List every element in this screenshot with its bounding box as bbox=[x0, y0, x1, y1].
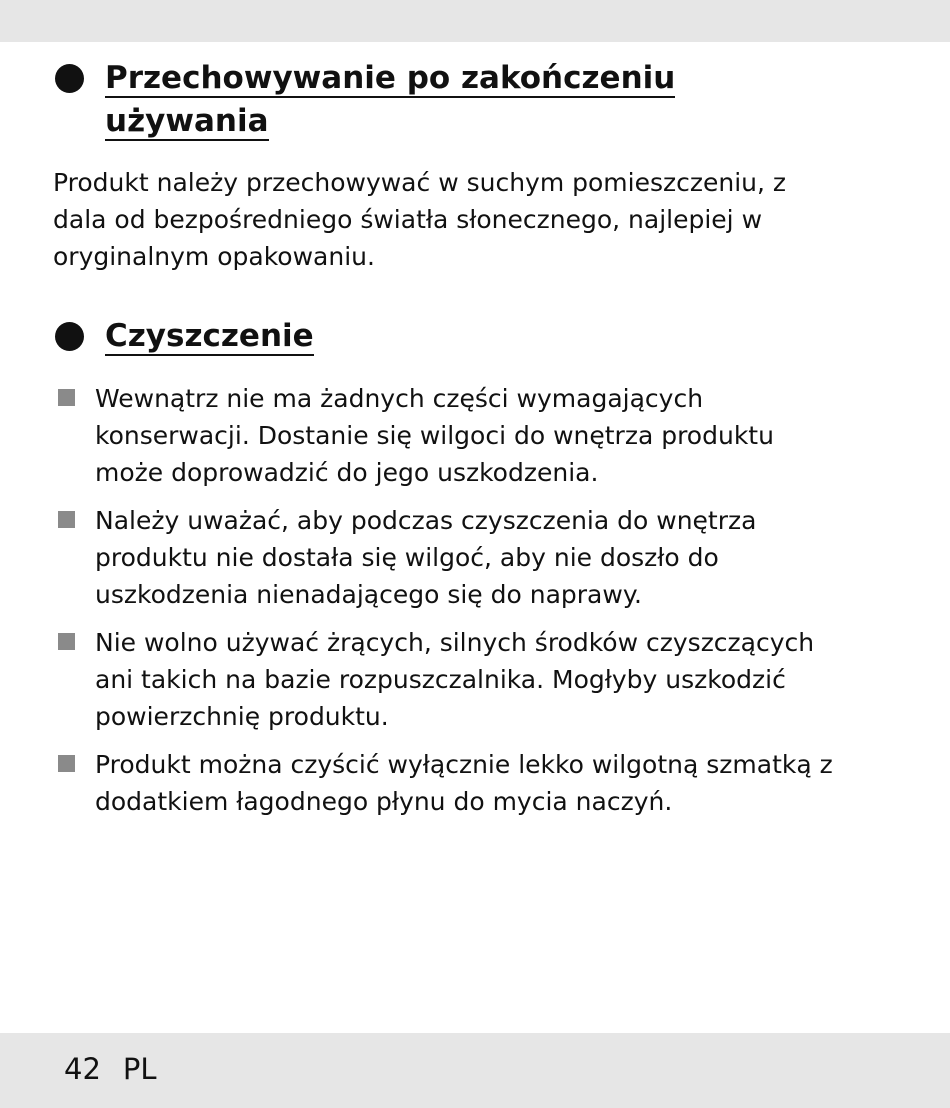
square-bullet-icon bbox=[58, 755, 75, 772]
square-bullet-icon bbox=[58, 511, 75, 528]
list-item-line: Nie wolno używać żrących, silnych środków czyszczących bbox=[95, 628, 815, 657]
heading-storage bbox=[105, 57, 675, 143]
paragraph-line: oryginalnym opakowaniu. bbox=[53, 242, 375, 271]
list-item-text bbox=[95, 624, 814, 735]
square-bullet-icon bbox=[58, 633, 75, 650]
square-bullet-icon bbox=[58, 389, 75, 406]
list-item-line: Wewnątrz nie ma żadnych części wymagających bbox=[95, 384, 704, 413]
heading-cleaning bbox=[105, 315, 314, 358]
section-bullet-icon bbox=[55, 64, 84, 93]
language-code: PL bbox=[122, 1052, 157, 1086]
heading-storage-line-1: Przechowywanie po zakończeniu bbox=[105, 60, 676, 96]
list-item-line: produktu nie dostała się wilgoć, aby nie doszło do bbox=[95, 543, 719, 572]
storage-paragraph bbox=[53, 164, 913, 275]
paragraph-line: Produkt należy przechowywać w suchym pomieszczeniu, z bbox=[53, 168, 787, 197]
top-margin-band bbox=[0, 0, 950, 42]
list-item-text bbox=[95, 380, 774, 491]
list-item-line: Należy uważać, aby podczas czyszczenia do wnętrza bbox=[95, 506, 757, 535]
page-number: 42 bbox=[64, 1052, 101, 1086]
list-item-line: może doprowadzić do jego uszkodzenia. bbox=[95, 458, 599, 487]
list-item-line: konserwacji. Dostanie się wilgoci do wnętrza produktu bbox=[95, 421, 774, 450]
list-item-line: Produkt można czyścić wyłącznie lekko wilgotną szmatką z bbox=[95, 750, 833, 779]
list-item-line: dodatkiem łagodnego płynu do mycia naczyń. bbox=[95, 787, 673, 816]
section-bullet-icon bbox=[55, 322, 84, 351]
list-item-text bbox=[95, 502, 756, 613]
heading-cleaning-line-1: Czyszczenie bbox=[105, 318, 314, 354]
heading-storage-line-2: używania bbox=[105, 103, 269, 139]
list-item-line: ani takich na bazie rozpuszczalnika. Mogłyby uszkodzić bbox=[95, 665, 786, 694]
list-item-line: powierzchnię produktu. bbox=[95, 702, 389, 731]
list-item-line: uszkodzenia nienadającego się do naprawy. bbox=[95, 580, 642, 609]
list-item-text bbox=[95, 746, 833, 820]
page-footer bbox=[64, 1051, 157, 1087]
paragraph-line: dala od bezpośredniego światła słonecznego, najlepiej w bbox=[53, 205, 763, 234]
